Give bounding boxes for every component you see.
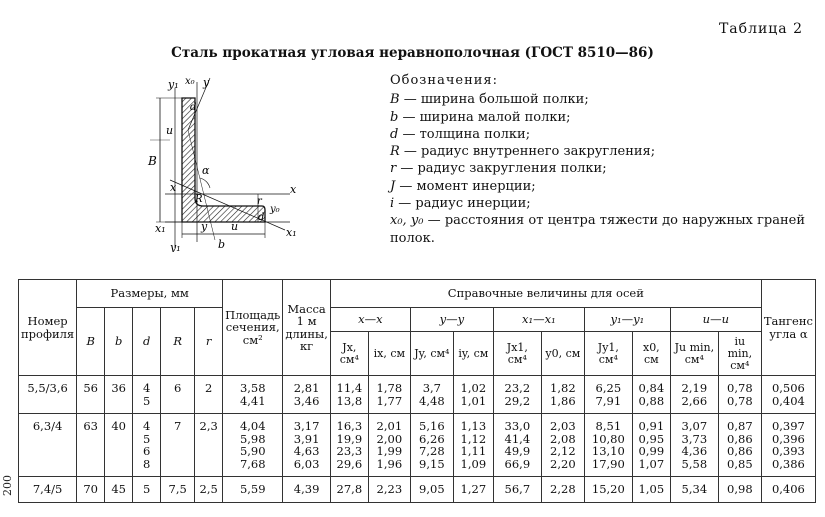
value-iu: 0,87 bbox=[727, 419, 753, 433]
value-iy: 1,01 bbox=[460, 393, 487, 408]
value-Jx: 13,8 bbox=[336, 393, 363, 408]
value-y0: 2,08 bbox=[550, 431, 576, 446]
value-iu: 0,85 bbox=[727, 456, 753, 471]
col-y0: y0, см bbox=[541, 332, 584, 376]
col-b: b bbox=[105, 308, 133, 376]
cell-iu bbox=[718, 477, 761, 503]
cell-b: 45 bbox=[105, 477, 133, 503]
col-profile: Номер профиля bbox=[19, 280, 77, 376]
value-mass: 6,03 bbox=[293, 456, 320, 471]
table-number: Таблица 2 bbox=[718, 21, 803, 37]
cell-d bbox=[133, 414, 161, 477]
value-Jx: 11,4 bbox=[336, 381, 363, 395]
label-y: y bbox=[203, 76, 210, 89]
value-y0: 2,28 bbox=[550, 482, 576, 496]
col-dimensions: Размеры, мм bbox=[77, 280, 223, 308]
cell-Jx bbox=[330, 477, 368, 503]
cell-R: 7 bbox=[161, 414, 195, 477]
value-d: 5 bbox=[143, 482, 151, 496]
value-area: 5,98 bbox=[239, 431, 266, 446]
value-d: 5 bbox=[143, 431, 151, 446]
value-d: 6 bbox=[143, 444, 151, 458]
value-Jy1: 6,25 bbox=[595, 381, 622, 395]
label-x1: x₁ bbox=[155, 222, 166, 235]
value-y0: 2,12 bbox=[550, 444, 576, 458]
value-tg: 0,506 bbox=[771, 381, 805, 395]
legend-item: b — ширина малой полки; bbox=[390, 109, 571, 125]
value-Ju: 5,58 bbox=[681, 456, 708, 471]
table-row bbox=[19, 376, 816, 414]
col-iumin: iu min, см⁴ bbox=[718, 332, 761, 376]
value-Ju: 2,66 bbox=[681, 393, 708, 408]
value-Jy1: 15,20 bbox=[591, 482, 625, 496]
label-y1: y₁ bbox=[168, 78, 179, 91]
legend bbox=[390, 72, 805, 247]
axis-xx: x—x bbox=[330, 308, 410, 332]
cell-area bbox=[223, 477, 283, 503]
table-body bbox=[19, 376, 816, 503]
cell-tg bbox=[761, 376, 815, 414]
axis-yy: y—y bbox=[410, 308, 493, 332]
col-Jx1: Jx1, см⁴ bbox=[493, 332, 541, 376]
value-x0: 1,05 bbox=[638, 482, 665, 496]
cell-ix bbox=[368, 414, 410, 477]
value-area: 5,59 bbox=[239, 482, 266, 496]
value-Jy: 9,15 bbox=[419, 456, 445, 471]
angle-profile-diagram bbox=[140, 70, 315, 252]
value-iy: 1,02 bbox=[460, 381, 487, 395]
value-Ju: 2,19 bbox=[681, 381, 708, 395]
value-tg: 0,404 bbox=[771, 393, 805, 408]
value-tg: 0,397 bbox=[771, 419, 805, 433]
value-ix: 1,96 bbox=[376, 456, 403, 471]
cell-Jx1 bbox=[493, 376, 541, 414]
cell-Jy bbox=[410, 376, 453, 414]
cell-tg bbox=[761, 414, 815, 477]
value-iy: 1,09 bbox=[460, 456, 487, 471]
value-ix: 2,23 bbox=[376, 482, 403, 496]
label-d: d bbox=[258, 212, 265, 223]
value-iu: 0,78 bbox=[727, 381, 753, 395]
value-Jy1: 7,91 bbox=[595, 393, 622, 408]
value-Jx1: 49,9 bbox=[504, 444, 531, 458]
cell-y0 bbox=[541, 376, 584, 414]
value-y0: 1,86 bbox=[550, 393, 576, 408]
value-area: 7,68 bbox=[239, 456, 266, 471]
label-B: B bbox=[148, 154, 157, 168]
value-Jx: 27,8 bbox=[336, 482, 363, 496]
label-b: b bbox=[218, 238, 226, 251]
value-iy: 1,13 bbox=[460, 419, 487, 433]
cell-area bbox=[223, 414, 283, 477]
cell-x0 bbox=[632, 477, 670, 503]
page-title: Сталь прокатная угловая неравнополочная (ГОСТ 8510—86) bbox=[171, 45, 654, 61]
col-B: B bbox=[77, 308, 105, 376]
value-Jy: 9,05 bbox=[419, 482, 445, 496]
label-y0: y₀ bbox=[270, 204, 280, 215]
legend-item: r — радиус закругления полки; bbox=[390, 161, 607, 177]
value-x0: 0,88 bbox=[638, 393, 665, 408]
cell-r: 2,5 bbox=[195, 477, 223, 503]
value-Jx: 16,3 bbox=[336, 419, 363, 433]
col-tangent: Тангенс угла α bbox=[761, 280, 815, 376]
cell-Jx bbox=[330, 414, 368, 477]
cell-iy bbox=[453, 414, 493, 477]
label-y-bottom: y bbox=[201, 220, 208, 233]
cell-Ju bbox=[670, 477, 718, 503]
value-Ju: 3,73 bbox=[681, 431, 708, 446]
value-Jx: 29,6 bbox=[336, 456, 363, 471]
table-row bbox=[19, 414, 816, 477]
axis-x1x1: x₁—x₁ bbox=[493, 308, 584, 332]
value-ix: 1,77 bbox=[376, 393, 403, 408]
value-Jx1: 23,2 bbox=[504, 381, 531, 395]
label-R: R bbox=[195, 194, 203, 205]
col-mass: Масса 1 м длины, кг bbox=[283, 280, 331, 376]
col-r: r bbox=[195, 308, 223, 376]
value-area: 3,58 bbox=[239, 381, 266, 395]
profile-table bbox=[18, 279, 816, 503]
cell-B: 63 bbox=[77, 414, 105, 477]
value-tg: 0,393 bbox=[771, 444, 805, 458]
cell-R: 7,5 bbox=[161, 477, 195, 503]
value-iy: 1,12 bbox=[460, 431, 487, 446]
cell-b: 40 bbox=[105, 414, 133, 477]
cell-Jx1 bbox=[493, 477, 541, 503]
value-x0: 0,84 bbox=[638, 381, 665, 395]
cell-profile: 7,4/5 bbox=[19, 477, 77, 503]
cell-mass bbox=[283, 477, 331, 503]
value-iu: 0,78 bbox=[727, 393, 753, 408]
value-x0: 1,07 bbox=[638, 456, 665, 471]
value-x0: 0,95 bbox=[638, 431, 665, 446]
cell-d bbox=[133, 376, 161, 414]
value-d: 4 bbox=[143, 381, 151, 395]
value-iu: 0,86 bbox=[727, 431, 753, 446]
cell-mass bbox=[283, 414, 331, 477]
cell-ix bbox=[368, 477, 410, 503]
value-tg: 0,396 bbox=[771, 431, 805, 446]
col-d: d bbox=[133, 308, 161, 376]
value-mass: 4,39 bbox=[293, 482, 320, 496]
value-tg: 0,406 bbox=[771, 482, 805, 496]
cell-Ju bbox=[670, 376, 718, 414]
value-Jy1: 13,10 bbox=[591, 444, 625, 458]
table-row bbox=[19, 477, 816, 503]
value-iu: 0,86 bbox=[727, 444, 753, 458]
value-iy: 1,11 bbox=[460, 444, 487, 458]
cell-x0 bbox=[632, 376, 670, 414]
value-x0: 0,99 bbox=[638, 444, 665, 458]
cell-tg bbox=[761, 477, 815, 503]
value-x0: 0,91 bbox=[638, 419, 665, 433]
cell-iu bbox=[718, 376, 761, 414]
cell-Jy1 bbox=[584, 414, 632, 477]
col-area: Площадь сечения, см² bbox=[223, 280, 283, 376]
label-x-right: x bbox=[290, 183, 297, 196]
page-number: 200 bbox=[1, 475, 14, 496]
cell-Jy bbox=[410, 414, 453, 477]
cell-y0 bbox=[541, 414, 584, 477]
cell-iu bbox=[718, 414, 761, 477]
cell-profile: 5,5/3,6 bbox=[19, 376, 77, 414]
label-x: x bbox=[170, 181, 177, 194]
value-mass: 2,81 bbox=[293, 381, 320, 395]
value-ix: 1,78 bbox=[376, 381, 403, 395]
cell-Jy1 bbox=[584, 376, 632, 414]
cell-ix bbox=[368, 376, 410, 414]
col-Jy1: Jy1, см⁴ bbox=[584, 332, 632, 376]
legend-item: x₀, y₀ — расстояния от центра тяжести до наружных граней полок. bbox=[390, 213, 805, 246]
value-mass: 4,63 bbox=[293, 444, 320, 458]
cell-y0 bbox=[541, 477, 584, 503]
cell-r: 2 bbox=[195, 376, 223, 414]
value-Jx1: 33,0 bbox=[504, 419, 531, 433]
cell-iy bbox=[453, 376, 493, 414]
value-ix: 2,01 bbox=[376, 419, 403, 433]
value-y0: 1,82 bbox=[550, 381, 576, 395]
value-Jx1: 66,9 bbox=[504, 456, 531, 471]
cell-B: 56 bbox=[77, 376, 105, 414]
value-area: 5,90 bbox=[239, 444, 266, 458]
cell-x0 bbox=[632, 414, 670, 477]
legend-item: R — радиус внутреннего закругления; bbox=[390, 144, 656, 160]
value-Ju: 3,07 bbox=[681, 419, 708, 433]
value-mass: 3,17 bbox=[293, 419, 320, 433]
col-iy: iy, см bbox=[453, 332, 493, 376]
cell-area bbox=[223, 376, 283, 414]
col-ix: ix, см bbox=[368, 332, 410, 376]
value-Jx: 23,3 bbox=[336, 444, 363, 458]
value-Jx1: 29,2 bbox=[504, 393, 531, 408]
label-x0: x₀ bbox=[185, 76, 195, 87]
value-Jx1: 56,7 bbox=[504, 482, 531, 496]
value-Ju: 5,34 bbox=[681, 482, 708, 496]
axis-uu: u—u bbox=[670, 308, 761, 332]
value-Jy: 5,16 bbox=[419, 419, 445, 433]
value-d: 8 bbox=[143, 456, 151, 471]
value-Jy1: 17,90 bbox=[591, 456, 625, 471]
value-Jx: 19,9 bbox=[336, 431, 363, 446]
col-Jy: Jy, см⁴ bbox=[410, 332, 453, 376]
value-Jy: 4,48 bbox=[419, 393, 445, 408]
label-u-bottom: u bbox=[231, 220, 239, 233]
label-u: u bbox=[166, 124, 174, 137]
value-y0: 2,03 bbox=[550, 419, 576, 433]
cell-b: 36 bbox=[105, 376, 133, 414]
value-Jy1: 8,51 bbox=[595, 419, 622, 433]
cell-Jx bbox=[330, 376, 368, 414]
legend-item: B — ширина большой полки; bbox=[390, 92, 589, 108]
col-Jx: Jx, см⁴ bbox=[330, 332, 368, 376]
label-d-top: d bbox=[190, 102, 197, 113]
value-area: 4,04 bbox=[239, 419, 266, 433]
col-Jumin: Ju min, см⁴ bbox=[670, 332, 718, 376]
cell-profile: 6,3/4 bbox=[19, 414, 77, 477]
legend-heading: Обозначения: bbox=[390, 73, 499, 88]
value-Jy1: 10,80 bbox=[591, 431, 625, 446]
cell-Jy1 bbox=[584, 477, 632, 503]
value-d: 5 bbox=[143, 393, 151, 408]
cell-d bbox=[133, 477, 161, 503]
label-r: r bbox=[257, 196, 262, 207]
cell-B: 70 bbox=[77, 477, 105, 503]
cell-R: 6 bbox=[161, 376, 195, 414]
value-iy: 1,27 bbox=[460, 482, 487, 496]
value-d: 4 bbox=[143, 419, 151, 433]
legend-item: d — толщина полки; bbox=[390, 126, 531, 142]
cell-Ju bbox=[670, 414, 718, 477]
value-tg: 0,386 bbox=[771, 456, 805, 471]
col-R: R bbox=[161, 308, 195, 376]
axis-y1y1: y₁—y₁ bbox=[584, 308, 670, 332]
value-Jy: 7,28 bbox=[419, 444, 445, 458]
value-mass: 3,91 bbox=[293, 431, 320, 446]
col-reference: Справочные величины для осей bbox=[330, 280, 761, 308]
cell-iy bbox=[453, 477, 493, 503]
cell-r: 2,3 bbox=[195, 414, 223, 477]
col-x0: x0, см bbox=[632, 332, 670, 376]
label-x1-right: x₁ bbox=[286, 226, 297, 239]
value-ix: 1,99 bbox=[376, 444, 403, 458]
value-Ju: 4,36 bbox=[681, 444, 708, 458]
label-alpha: α bbox=[202, 164, 210, 177]
value-Jx1: 41,4 bbox=[504, 431, 531, 446]
legend-item: i — радиус инерции; bbox=[390, 196, 531, 212]
value-y0: 2,20 bbox=[550, 456, 576, 471]
value-iu: 0,98 bbox=[727, 482, 753, 496]
label-y1-bottom: y₁ bbox=[170, 241, 181, 252]
value-area: 4,41 bbox=[239, 393, 266, 408]
value-Jy: 6,26 bbox=[419, 431, 445, 446]
value-ix: 2,00 bbox=[376, 431, 403, 446]
cell-Jx1 bbox=[493, 414, 541, 477]
cell-Jy bbox=[410, 477, 453, 503]
value-Jy: 3,7 bbox=[422, 381, 441, 395]
cell-mass bbox=[283, 376, 331, 414]
value-mass: 3,46 bbox=[293, 393, 320, 408]
legend-item: J — момент инерции; bbox=[390, 178, 536, 194]
